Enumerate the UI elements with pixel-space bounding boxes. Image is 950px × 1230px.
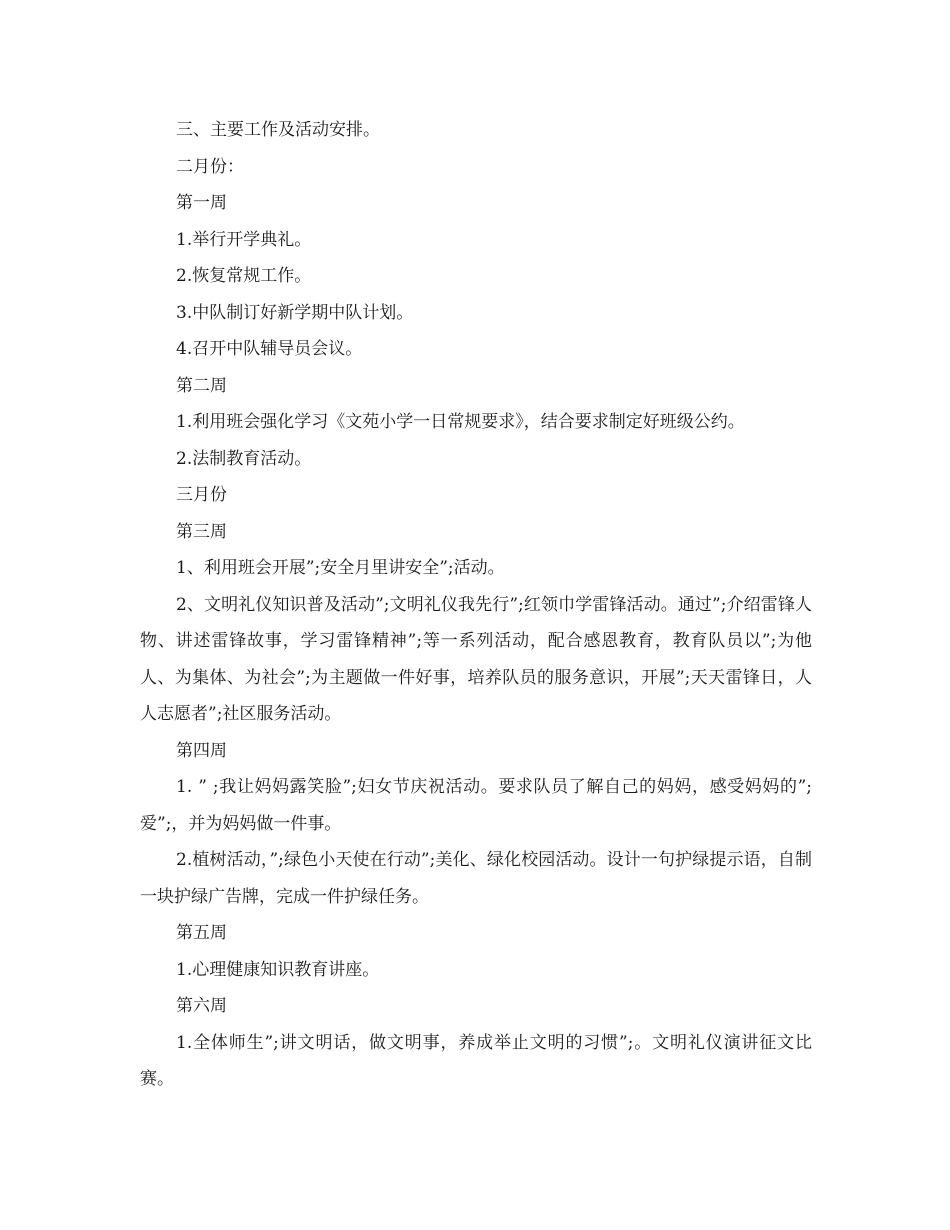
week-heading-3: 第三周 — [176, 521, 227, 542]
list-item: 1.利用班会强化学习《文苑小学一日常规要求》，结合要求制定好班级公约。 — [176, 412, 745, 432]
list-item: 2.植树活动，”;绿色小天使在行动”;美化、绿化校园活动。设计一句护绿提示语，自制一块护绿广告牌，完成一件护绿任务。 — [140, 850, 812, 907]
list-item: 1.心理健康知识教育讲座。 — [176, 959, 380, 980]
week-heading-6: 第六周 — [176, 996, 227, 1016]
week-heading-5: 第五周 — [176, 923, 227, 943]
list-item: 2.法制教育活动。 — [176, 448, 312, 469]
list-item: 1.举行开学典礼。 — [176, 229, 312, 250]
list-item: 1. ” ;我让妈妈露笑脸”;妇女节庆祝活动。要求队员了解自己的妈妈，感受妈妈的”;爱”;，并为妈妈做一件事。 — [140, 777, 812, 834]
week-heading-2: 第二周 — [176, 375, 227, 396]
list-item: 4.召开中队辅导员会议。 — [176, 339, 363, 359]
month-heading-march: 三月份 — [176, 485, 227, 505]
document-body — [140, 112, 812, 1098]
week-heading-4: 第四周 — [176, 740, 227, 761]
list-item: 1.全体师生”;讲文明话，做文明事，养成举止文明的习惯”;。文明礼仪演讲征文比赛。 — [140, 1032, 812, 1089]
section-heading: 三、主要工作及活动安排。 — [176, 120, 380, 140]
list-item: 1、利用班会开展”;安全月里讲安全”;活动。 — [176, 558, 505, 578]
month-heading-february: 二月份： — [176, 156, 244, 177]
list-item: 2、文明礼仪知识普及活动”;文明礼仪我先行”;红领巾学雷锋活动。通过”;介绍雷锋人物、讲述雷锋故事，学习雷锋精神”;等一系列活动，配合感恩教育，教育队员以”;为他人、为集体、为社会”;为主题做一件好事，培养队员的服务意识，开展”;天天雷锋日，人人志愿者”;社区服务活动。 — [140, 594, 812, 724]
list-item: 3.中队制订好新学期中队计划。 — [176, 302, 414, 323]
list-item: 2.恢复常规工作。 — [176, 266, 312, 286]
week-heading-1: 第一周 — [176, 193, 227, 213]
